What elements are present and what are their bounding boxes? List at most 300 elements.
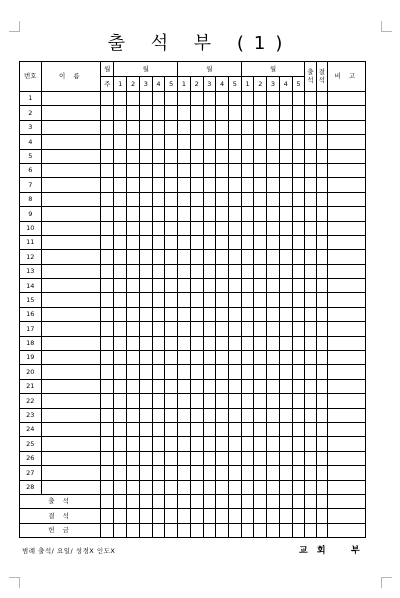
grid-cell <box>327 336 365 350</box>
grid-cell <box>190 192 203 206</box>
grid-cell <box>216 480 229 494</box>
grid-cell <box>292 351 305 365</box>
department-label: 부 <box>351 546 360 556</box>
grid-cell <box>101 351 114 365</box>
header-week-3-2: 2 <box>254 77 267 92</box>
grid-cell <box>139 279 152 293</box>
grid-cell <box>165 192 178 206</box>
member-row <box>20 279 366 293</box>
grid-cell <box>114 322 127 336</box>
header-week-2-5: 5 <box>228 77 241 92</box>
grid-cell <box>101 480 114 494</box>
grid-cell <box>114 235 127 249</box>
grid-cell <box>216 120 229 134</box>
grid-cell <box>216 163 229 177</box>
grid-cell <box>316 149 327 163</box>
grid-cell <box>216 365 229 379</box>
grid-cell <box>279 163 292 177</box>
row-number: 18 <box>20 336 42 350</box>
name-cell <box>41 422 101 436</box>
grid-cell <box>316 264 327 278</box>
grid-cell <box>316 480 327 494</box>
grid-cell <box>267 336 280 350</box>
grid-cell <box>216 351 229 365</box>
header-month-2: 월 <box>178 62 242 77</box>
grid-cell <box>152 466 165 480</box>
grid-cell <box>178 192 191 206</box>
grid-cell <box>203 437 216 451</box>
grid-cell <box>279 336 292 350</box>
grid-cell <box>292 163 305 177</box>
grid-cell <box>327 221 365 235</box>
grid-cell <box>190 221 203 235</box>
grid-cell <box>216 264 229 278</box>
grid-cell <box>292 178 305 192</box>
row-number: 10 <box>20 221 42 235</box>
grid-cell <box>267 494 280 508</box>
grid-cell <box>316 207 327 221</box>
grid-cell <box>228 523 241 537</box>
grid-cell <box>114 523 127 537</box>
header-week-3-3: 3 <box>267 77 280 92</box>
grid-cell <box>165 408 178 422</box>
header-week-2-4: 4 <box>216 77 229 92</box>
grid-cell <box>165 135 178 149</box>
grid-cell <box>316 336 327 350</box>
grid-cell <box>127 250 140 264</box>
grid-cell <box>267 235 280 249</box>
grid-cell <box>203 509 216 523</box>
grid-cell <box>190 293 203 307</box>
row-number: 8 <box>20 192 42 206</box>
member-row <box>20 451 366 465</box>
grid-cell <box>190 250 203 264</box>
grid-cell <box>327 523 365 537</box>
grid-cell <box>101 437 114 451</box>
grid-cell <box>316 178 327 192</box>
grid-cell <box>267 365 280 379</box>
grid-cell <box>101 494 114 508</box>
grid-cell <box>279 480 292 494</box>
grid-cell <box>279 120 292 134</box>
grid-cell <box>178 379 191 393</box>
grid-cell <box>165 336 178 350</box>
grid-cell <box>101 250 114 264</box>
grid-cell <box>101 509 114 523</box>
grid-cell <box>203 207 216 221</box>
grid-cell <box>203 279 216 293</box>
grid-cell <box>305 149 316 163</box>
grid-cell <box>127 509 140 523</box>
grid-cell <box>241 235 254 249</box>
grid-cell <box>101 408 114 422</box>
grid-cell <box>190 394 203 408</box>
grid-cell <box>190 466 203 480</box>
grid-cell <box>241 250 254 264</box>
grid-cell <box>228 264 241 278</box>
grid-cell <box>254 264 267 278</box>
grid-cell <box>327 351 365 365</box>
grid-cell <box>127 135 140 149</box>
grid-cell <box>101 135 114 149</box>
grid-cell <box>216 494 229 508</box>
grid-cell <box>254 466 267 480</box>
header-absent: 결 석 <box>316 62 327 92</box>
grid-cell <box>190 264 203 278</box>
grid-cell <box>292 509 305 523</box>
grid-cell <box>101 322 114 336</box>
grid-cell <box>190 379 203 393</box>
row-number: 11 <box>20 235 42 249</box>
grid-cell <box>241 437 254 451</box>
row-number: 15 <box>20 293 42 307</box>
grid-cell <box>178 279 191 293</box>
grid-cell <box>241 192 254 206</box>
grid-cell <box>316 163 327 177</box>
header-remarks: 비 고 <box>327 62 365 92</box>
grid-cell <box>139 365 152 379</box>
name-cell <box>41 451 101 465</box>
grid-cell <box>127 307 140 321</box>
grid-cell <box>305 250 316 264</box>
grid-cell <box>127 235 140 249</box>
grid-cell <box>267 307 280 321</box>
grid-cell <box>316 322 327 336</box>
grid-cell <box>228 437 241 451</box>
grid-cell <box>216 106 229 120</box>
row-number: 23 <box>20 408 42 422</box>
grid-cell <box>203 365 216 379</box>
grid-cell <box>216 192 229 206</box>
attendance-table <box>19 61 366 538</box>
grid-cell <box>241 408 254 422</box>
grid-cell <box>165 451 178 465</box>
grid-cell <box>152 322 165 336</box>
row-number: 14 <box>20 279 42 293</box>
grid-cell <box>228 163 241 177</box>
grid-cell <box>165 494 178 508</box>
member-row <box>20 365 366 379</box>
grid-cell <box>190 149 203 163</box>
grid-cell <box>152 422 165 436</box>
name-cell <box>41 365 101 379</box>
grid-cell <box>327 494 365 508</box>
grid-cell <box>101 422 114 436</box>
grid-cell <box>228 135 241 149</box>
grid-cell <box>101 221 114 235</box>
grid-cell <box>254 207 267 221</box>
grid-cell <box>114 451 127 465</box>
grid-cell <box>203 422 216 436</box>
grid-cell <box>292 408 305 422</box>
church-label: 교 회 <box>299 546 329 556</box>
grid-cell <box>139 451 152 465</box>
grid-cell <box>101 178 114 192</box>
grid-cell <box>178 307 191 321</box>
grid-cell <box>178 451 191 465</box>
name-cell <box>41 379 101 393</box>
grid-cell <box>228 92 241 106</box>
grid-cell <box>254 106 267 120</box>
grid-cell <box>305 178 316 192</box>
grid-cell <box>327 322 365 336</box>
grid-cell <box>190 135 203 149</box>
grid-cell <box>139 192 152 206</box>
grid-cell <box>127 494 140 508</box>
grid-cell <box>190 92 203 106</box>
table-header <box>20 62 366 92</box>
summary-row <box>20 494 366 508</box>
grid-cell <box>279 250 292 264</box>
grid-cell <box>165 293 178 307</box>
grid-cell <box>178 120 191 134</box>
grid-cell <box>139 509 152 523</box>
member-row <box>20 437 366 451</box>
grid-cell <box>165 365 178 379</box>
grid-cell <box>114 264 127 278</box>
grid-cell <box>254 279 267 293</box>
grid-cell <box>254 336 267 350</box>
row-number: 13 <box>20 264 42 278</box>
grid-cell <box>114 494 127 508</box>
grid-cell <box>203 494 216 508</box>
document-title: 출 석 부 (1) <box>107 33 293 54</box>
grid-cell <box>127 480 140 494</box>
grid-cell <box>228 351 241 365</box>
grid-cell <box>228 149 241 163</box>
row-number: 5 <box>20 149 42 163</box>
grid-cell <box>305 106 316 120</box>
grid-cell <box>279 422 292 436</box>
name-cell <box>41 351 101 365</box>
grid-cell <box>228 307 241 321</box>
grid-cell <box>178 163 191 177</box>
grid-cell <box>152 408 165 422</box>
row-number: 2 <box>20 106 42 120</box>
grid-cell <box>228 322 241 336</box>
grid-cell <box>165 422 178 436</box>
grid-cell <box>139 264 152 278</box>
grid-cell <box>316 135 327 149</box>
grid-cell <box>152 106 165 120</box>
grid-cell <box>127 437 140 451</box>
grid-cell <box>305 422 316 436</box>
grid-cell <box>165 394 178 408</box>
grid-cell <box>305 207 316 221</box>
grid-cell <box>279 293 292 307</box>
grid-cell <box>267 422 280 436</box>
grid-cell <box>316 509 327 523</box>
grid-cell <box>178 92 191 106</box>
grid-cell <box>228 379 241 393</box>
grid-cell <box>327 394 365 408</box>
grid-cell <box>254 307 267 321</box>
grid-cell <box>292 394 305 408</box>
grid-cell <box>292 307 305 321</box>
grid-cell <box>267 279 280 293</box>
grid-cell <box>316 250 327 264</box>
grid-cell <box>152 293 165 307</box>
name-cell <box>41 322 101 336</box>
grid-cell <box>241 92 254 106</box>
grid-cell <box>292 293 305 307</box>
name-cell <box>41 178 101 192</box>
grid-cell <box>139 422 152 436</box>
header-week-3-1: 1 <box>241 77 254 92</box>
grid-cell <box>152 264 165 278</box>
grid-cell <box>267 437 280 451</box>
name-cell <box>41 106 101 120</box>
grid-cell <box>305 163 316 177</box>
name-cell <box>41 192 101 206</box>
grid-cell <box>139 307 152 321</box>
grid-cell <box>279 523 292 537</box>
name-cell <box>41 250 101 264</box>
grid-cell <box>101 235 114 249</box>
grid-cell <box>178 494 191 508</box>
grid-cell <box>254 451 267 465</box>
grid-cell <box>101 120 114 134</box>
name-cell <box>41 336 101 350</box>
grid-cell <box>316 293 327 307</box>
grid-cell <box>139 92 152 106</box>
member-row <box>20 106 366 120</box>
grid-cell <box>228 250 241 264</box>
member-row <box>20 135 366 149</box>
grid-cell <box>165 149 178 163</box>
grid-cell <box>165 437 178 451</box>
grid-cell <box>127 523 140 537</box>
grid-cell <box>165 178 178 192</box>
grid-cell <box>165 279 178 293</box>
grid-cell <box>241 394 254 408</box>
grid-cell <box>101 163 114 177</box>
grid-cell <box>267 394 280 408</box>
grid-cell <box>152 307 165 321</box>
header-week-2-2: 2 <box>190 77 203 92</box>
grid-cell <box>101 264 114 278</box>
grid-cell <box>254 250 267 264</box>
grid-cell <box>241 106 254 120</box>
grid-cell <box>203 92 216 106</box>
grid-cell <box>292 437 305 451</box>
grid-cell <box>279 379 292 393</box>
header-name: 이 름 <box>41 62 101 92</box>
grid-cell <box>114 192 127 206</box>
grid-cell <box>241 422 254 436</box>
grid-cell <box>228 494 241 508</box>
grid-cell <box>127 351 140 365</box>
grid-cell <box>190 480 203 494</box>
name-cell <box>41 293 101 307</box>
grid-cell <box>203 178 216 192</box>
grid-cell <box>165 480 178 494</box>
grid-cell <box>203 351 216 365</box>
grid-cell <box>152 92 165 106</box>
member-row <box>20 149 366 163</box>
grid-cell <box>316 523 327 537</box>
grid-cell <box>254 120 267 134</box>
grid-cell <box>327 408 365 422</box>
grid-cell <box>216 466 229 480</box>
grid-cell <box>327 192 365 206</box>
grid-cell <box>114 221 127 235</box>
grid-cell <box>114 149 127 163</box>
grid-cell <box>139 336 152 350</box>
grid-cell <box>241 279 254 293</box>
grid-cell <box>241 480 254 494</box>
grid-cell <box>241 178 254 192</box>
grid-cell <box>327 422 365 436</box>
grid-cell <box>241 336 254 350</box>
grid-cell <box>254 149 267 163</box>
grid-cell <box>152 250 165 264</box>
header-month-1: 월 <box>114 62 178 77</box>
grid-cell <box>327 437 365 451</box>
grid-cell <box>279 307 292 321</box>
grid-cell <box>178 178 191 192</box>
grid-cell <box>279 466 292 480</box>
grid-cell <box>305 92 316 106</box>
grid-cell <box>178 365 191 379</box>
header-number: 번호 <box>20 62 42 92</box>
grid-cell <box>114 92 127 106</box>
grid-cell <box>216 221 229 235</box>
grid-cell <box>316 451 327 465</box>
grid-cell <box>267 92 280 106</box>
row-number: 24 <box>20 422 42 436</box>
grid-cell <box>292 106 305 120</box>
crop-mark-bottom-right <box>381 577 392 588</box>
grid-cell <box>165 92 178 106</box>
grid-cell <box>316 279 327 293</box>
grid-cell <box>241 207 254 221</box>
grid-cell <box>178 509 191 523</box>
grid-cell <box>203 163 216 177</box>
grid-cell <box>203 192 216 206</box>
grid-cell <box>241 163 254 177</box>
grid-cell <box>114 279 127 293</box>
grid-cell <box>292 235 305 249</box>
crop-mark-bottom-left <box>9 577 20 588</box>
grid-cell <box>139 408 152 422</box>
grid-cell <box>190 365 203 379</box>
grid-cell <box>327 466 365 480</box>
grid-cell <box>254 92 267 106</box>
grid-cell <box>279 322 292 336</box>
grid-cell <box>327 365 365 379</box>
grid-cell <box>178 250 191 264</box>
grid-cell <box>316 235 327 249</box>
member-row <box>20 221 366 235</box>
name-cell <box>41 221 101 235</box>
member-row <box>20 250 366 264</box>
grid-cell <box>114 365 127 379</box>
grid-cell <box>241 307 254 321</box>
row-number: 3 <box>20 120 42 134</box>
member-row <box>20 92 366 106</box>
grid-cell <box>127 365 140 379</box>
grid-cell <box>216 408 229 422</box>
grid-cell <box>203 466 216 480</box>
grid-cell <box>327 135 365 149</box>
grid-cell <box>178 293 191 307</box>
grid-cell <box>190 437 203 451</box>
grid-cell <box>190 451 203 465</box>
grid-cell <box>267 149 280 163</box>
name-cell <box>41 480 101 494</box>
grid-cell <box>241 523 254 537</box>
